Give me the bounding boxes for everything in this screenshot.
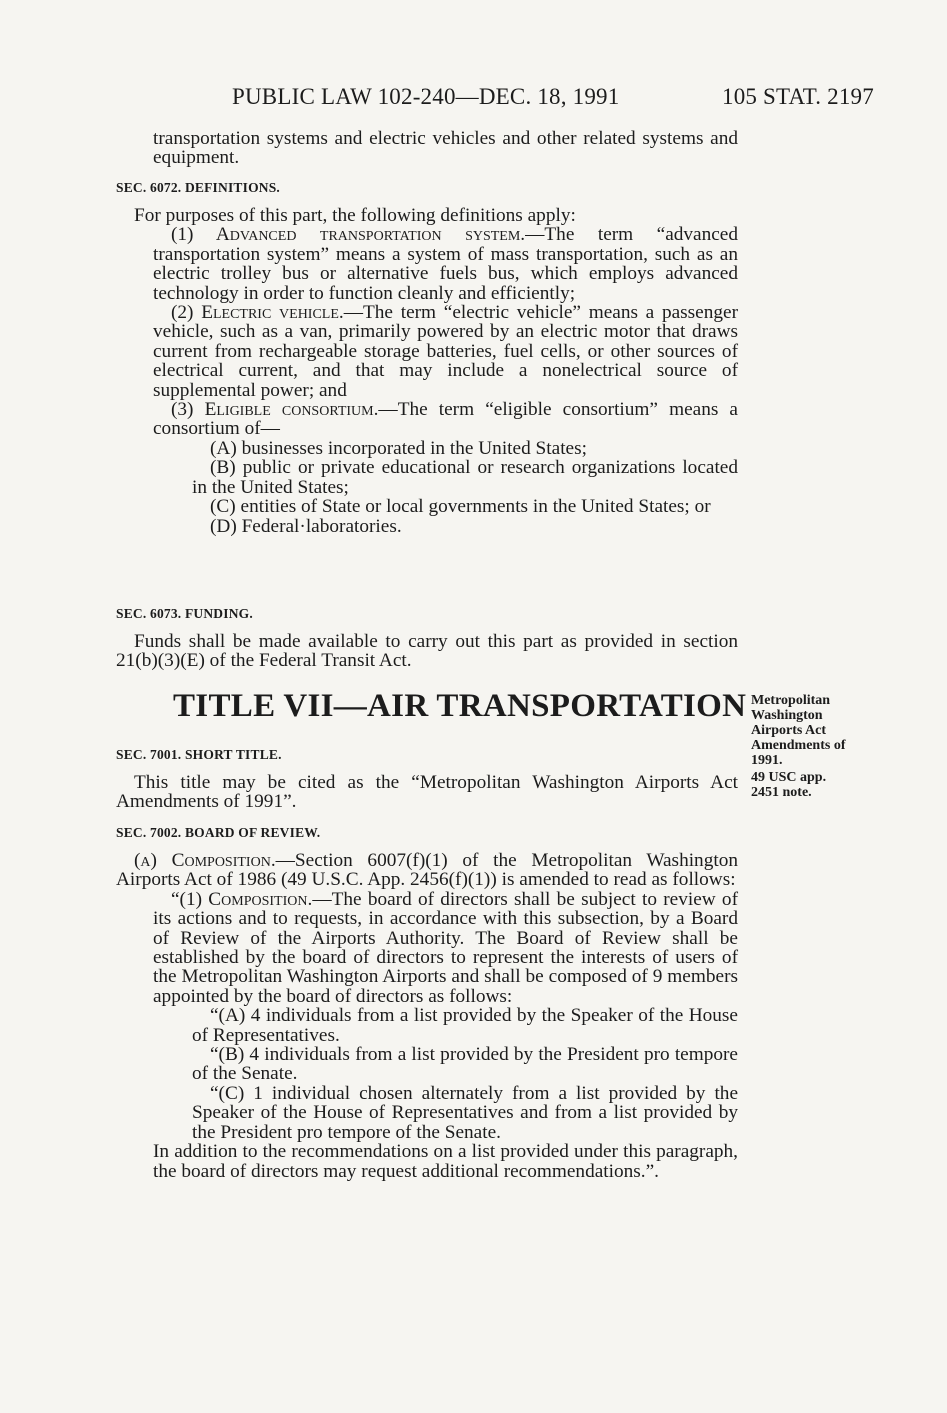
definition-term: (3) Eligible consortium. — [171, 399, 379, 421]
section-7002 — [116, 825, 738, 1181]
list-item: (D) Federal·laboratories. — [210, 515, 402, 537]
section-heading: SEC. 6073. FUNDING. — [116, 606, 253, 621]
closing-text: In addition to the recommendations on a list provided under this paragraph, the board of directors may request additional recommendations.”. — [153, 1141, 738, 1182]
section-6072 — [116, 180, 738, 536]
section-heading: SEC. 7002. BOARD OF REVIEW. — [116, 825, 321, 840]
definition-text: —The term “electric vehicle” means a passenger vehicle, such as a van, primarily powered by an electric motor that draws current from rechargeable storage batteries, fuel cells, or other sources of electrical current, and that may include a nonelectrical source of supplemental power; and — [153, 302, 738, 401]
quoted-paragraph-1 — [116, 890, 738, 1006]
section-heading: SEC. 6072. DEFINITIONS. — [116, 180, 281, 195]
definition-text: —The term “advanced transportation system” means a system of mass transportation, such as an electric trolley bus or alternative fuels bus, which employs advanced technology in order to function cleanly and efficiently; — [153, 224, 738, 304]
section-7001 — [116, 747, 738, 812]
list-item: (A) businesses incorporated in the United States; — [210, 437, 587, 459]
definition-text: —The term “eligible consortium” means a consortium of— — [153, 399, 738, 440]
paragraph-text: —The board of directors shall be subject to review of its actions and to requests, in accordance with this subsection, by a Board of Review of the Airports Authority. The Board of Review shall be established by the board of directors to represent the interests of users of the Metropolitan Washington Airports and shall be composed of 9 members appointed by the board of directors as follows: — [153, 888, 738, 1007]
definitions-intro: For purposes of this part, the following definitions apply: — [134, 205, 576, 226]
section-6073 — [116, 606, 738, 671]
list-item: “(B) 4 individuals from a list provided by the President pro tempore of the Senate. — [192, 1044, 738, 1085]
list-item: (C) entities of State or local governments in the United States; or — [210, 496, 711, 518]
list-item: (B) public or private educational or research organizations located in the United States; — [192, 457, 738, 498]
subsection-text: —Section 6007(f)(1) of the Metropolitan Washington Airports Act of 1986 (49 U.S.C. App. 2456(f)(1)) is amended to read as follows: — [116, 850, 738, 891]
continuation-text: transportation systems and electric vehicles and other related systems and equipment. — [153, 128, 738, 169]
short-title-text: This title may be cited as the “Metropolitan Washington Airports Act Amendments of 1991”. — [116, 772, 738, 813]
list-item: “(A) 4 individuals from a list provided by the Speaker of the House of Representatives. — [192, 1005, 738, 1046]
page-header-law: PUBLIC LAW 102-240—DEC. 18, 1991 — [232, 84, 620, 109]
paragraph-term: “(1) Composition. — [171, 888, 313, 910]
definition-1 — [116, 225, 738, 303]
definition-term: (2) Electric vehicle. — [171, 302, 344, 324]
margin-note-citation: 49 USC app. 2451 note. — [751, 770, 827, 800]
definition-term: (1) Advanced transportation system. — [171, 224, 526, 246]
list-item: “(C) 1 individual chosen alternately from a list provided by the Speaker of the House of Representatives and from a list provided by the President pro tempore of the Senate. — [192, 1082, 738, 1143]
subsection-a — [116, 851, 738, 890]
title-heading: TITLE VII—AIR TRANSPORTATION — [173, 688, 747, 724]
margin-note-short-title: Metropolitan Washington Airports Act Amendments of 1991. — [751, 693, 846, 768]
definition-3 — [116, 400, 738, 439]
funding-text: Funds shall be made available to carry out this part as provided in section 21(b)(3)(E) of the Federal Transit Act. — [116, 631, 738, 672]
section-heading: SEC. 7001. SHORT TITLE. — [116, 747, 282, 762]
subsection-term: (a) Composition. — [134, 850, 276, 871]
continuation-paragraph — [116, 129, 738, 168]
page-header-stat: 105 STAT. 2197 — [722, 84, 874, 109]
definition-2 — [116, 303, 738, 400]
